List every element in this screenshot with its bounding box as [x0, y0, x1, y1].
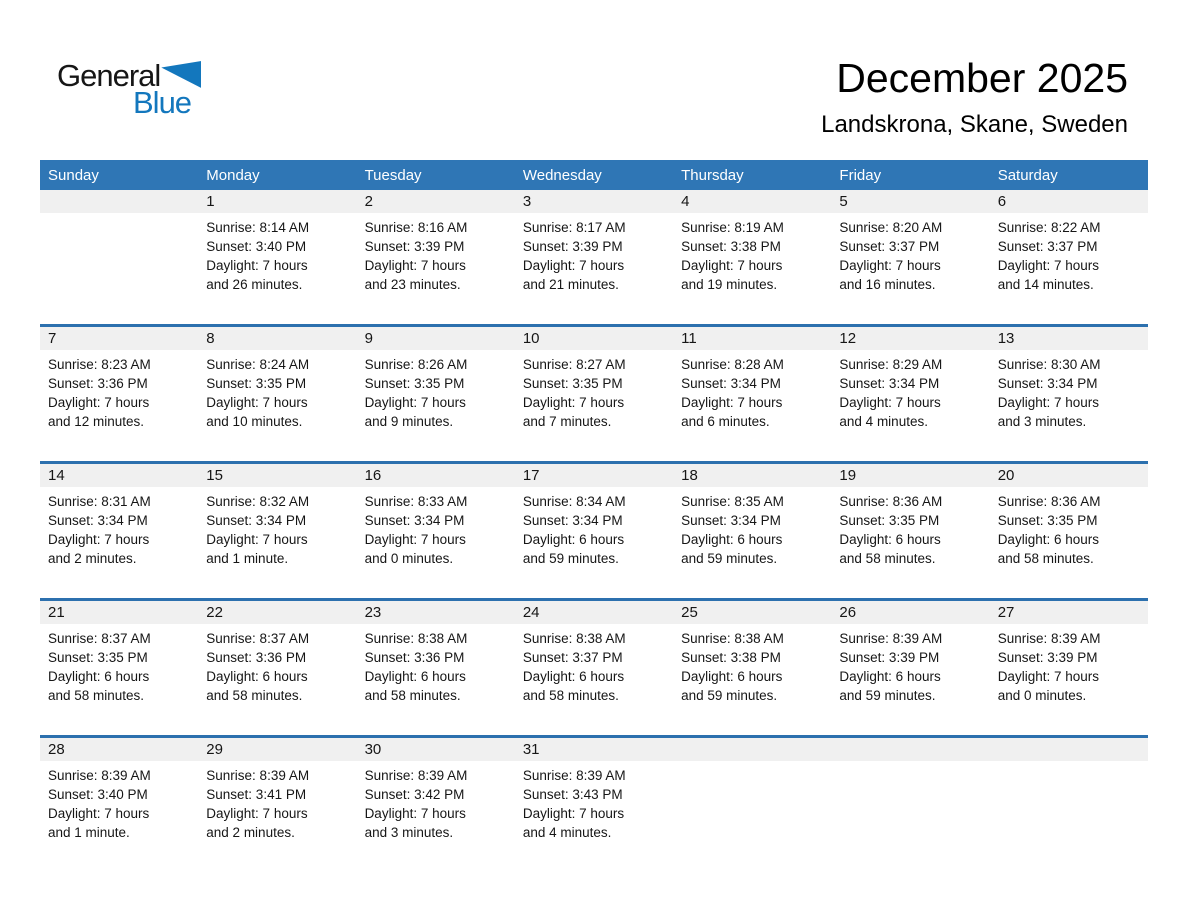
- day-cell-11: [673, 327, 831, 461]
- day-details: [673, 624, 831, 735]
- daylight-text-line2: and 58 minutes.: [48, 688, 145, 703]
- day-number: 25: [681, 604, 698, 621]
- sunset-text: Sunset: 3:39 PM: [997, 650, 1098, 665]
- daylight-text-line1: Daylight: 6 hours: [206, 669, 308, 684]
- day-number-band: [990, 601, 1148, 624]
- sunrise-text: Sunrise: 8:19 AM: [681, 220, 784, 235]
- day-details: [40, 761, 198, 872]
- daylight-text-line2: and 3 minutes.: [997, 414, 1087, 429]
- day-number: 4: [681, 193, 690, 210]
- day-number: 24: [522, 604, 540, 621]
- daylight-text-line2: and 58 minutes.: [364, 688, 461, 703]
- empty-day-details: [40, 213, 198, 324]
- daylight-text-line1: Daylight: 7 hours: [206, 806, 308, 821]
- sunset-text: Sunset: 3:43 PM: [522, 787, 623, 802]
- sunset-text: Sunset: 3:34 PM: [681, 513, 781, 528]
- daylight-text-line2: and 10 minutes.: [206, 414, 303, 429]
- daylight-text-line2: and 7 minutes.: [522, 414, 612, 429]
- daylight-text-line2: and 0 minutes.: [997, 688, 1087, 703]
- day-number: 1: [206, 193, 215, 210]
- sunrise-text: Sunrise: 8:39 AM: [997, 631, 1101, 646]
- sunset-text: Sunset: 3:40 PM: [206, 239, 307, 254]
- daylight-text-line1: Daylight: 7 hours: [681, 395, 783, 410]
- daylight-text-line1: Daylight: 7 hours: [681, 258, 783, 273]
- day-number-band: [831, 738, 989, 761]
- day-cell-24: [515, 601, 673, 735]
- sunrise-text: Sunrise: 8:32 AM: [206, 494, 310, 509]
- logo-general-text: General: [57, 58, 161, 93]
- day-number-band: [831, 327, 989, 350]
- day-number-band: [40, 464, 198, 487]
- sunset-text: Sunset: 3:35 PM: [839, 513, 940, 528]
- week-row-5: [40, 735, 1148, 872]
- sunset-text: Sunset: 3:35 PM: [997, 513, 1098, 528]
- day-details: [990, 487, 1148, 598]
- sunset-text: Sunset: 3:37 PM: [839, 239, 940, 254]
- day-cell-10: [515, 327, 673, 461]
- day-details: [990, 213, 1148, 324]
- sunset-text: Sunset: 3:34 PM: [839, 376, 940, 391]
- sunset-text: Sunset: 3:36 PM: [364, 650, 465, 665]
- daylight-text-line1: Daylight: 6 hours: [48, 669, 150, 684]
- week-row-1: [40, 190, 1148, 324]
- day-number: 23: [364, 604, 382, 621]
- day-details: [198, 624, 356, 735]
- day-name-sunday: Sunday: [48, 166, 99, 184]
- sunrise-text: Sunrise: 8:20 AM: [839, 220, 943, 235]
- sunrise-text: Sunrise: 8:37 AM: [206, 631, 310, 646]
- day-number: 2: [364, 193, 373, 210]
- day-number: 5: [839, 193, 848, 210]
- day-details: [831, 350, 989, 461]
- sunrise-text: Sunrise: 8:22 AM: [997, 220, 1101, 235]
- day-number-band: [198, 327, 356, 350]
- location-subtitle: Landskrona, Skane, Sweden: [821, 111, 1128, 139]
- day-details: [515, 213, 673, 324]
- day-cell-2: [357, 190, 515, 324]
- day-number-band: [515, 327, 673, 350]
- sunset-text: Sunset: 3:34 PM: [522, 513, 623, 528]
- day-number: 20: [997, 467, 1015, 484]
- day-details: [198, 213, 356, 324]
- daylight-text-line2: and 23 minutes.: [364, 277, 461, 292]
- general-blue-logo: [57, 60, 201, 118]
- daylight-text-line2: and 1 minute.: [206, 551, 289, 566]
- day-details: [831, 213, 989, 324]
- day-details: [357, 761, 515, 872]
- day-cell-25: [673, 601, 831, 735]
- day-details: [40, 624, 198, 735]
- empty-day-cell: [673, 738, 831, 872]
- daylight-text-line2: and 59 minutes.: [681, 551, 778, 566]
- day-cell-14: [40, 464, 198, 598]
- day-number: 31: [522, 741, 540, 758]
- day-number-band: [198, 190, 356, 213]
- sunrise-text: Sunrise: 8:28 AM: [681, 357, 784, 372]
- daylight-text-line1: Daylight: 6 hours: [839, 532, 941, 547]
- daylight-text-line1: Daylight: 7 hours: [206, 395, 308, 410]
- day-number: 13: [997, 330, 1015, 347]
- daylight-text-line1: Daylight: 6 hours: [522, 669, 625, 684]
- sunrise-text: Sunrise: 8:39 AM: [206, 768, 310, 783]
- daylight-text-line1: Daylight: 7 hours: [48, 806, 150, 821]
- sunset-text: Sunset: 3:34 PM: [681, 376, 781, 391]
- daylight-text-line1: Daylight: 7 hours: [48, 532, 150, 547]
- day-details: [831, 487, 989, 598]
- empty-day-details: [673, 761, 831, 872]
- sunset-text: Sunset: 3:36 PM: [48, 376, 148, 391]
- sunrise-text: Sunrise: 8:29 AM: [839, 357, 943, 372]
- sunset-text: Sunset: 3:38 PM: [681, 239, 781, 254]
- day-cell-16: [357, 464, 515, 598]
- day-details: [357, 487, 515, 598]
- day-number: 10: [522, 330, 540, 347]
- day-number: 18: [681, 467, 698, 484]
- day-cell-19: [831, 464, 989, 598]
- sunset-text: Sunset: 3:37 PM: [522, 650, 623, 665]
- day-cell-8: [198, 327, 356, 461]
- sunrise-text: Sunrise: 8:17 AM: [522, 220, 626, 235]
- day-number: 16: [364, 467, 382, 484]
- sunset-text: Sunset: 3:38 PM: [681, 650, 781, 665]
- day-details: [673, 350, 831, 461]
- daylight-text-line1: Daylight: 7 hours: [364, 258, 466, 273]
- sunrise-text: Sunrise: 8:38 AM: [522, 631, 626, 646]
- empty-day-details: [831, 761, 989, 872]
- day-details: [357, 624, 515, 735]
- sunrise-text: Sunrise: 8:33 AM: [364, 494, 468, 509]
- sunrise-text: Sunrise: 8:14 AM: [206, 220, 310, 235]
- day-cell-20: [990, 464, 1148, 598]
- day-cell-13: [990, 327, 1148, 461]
- sunset-text: Sunset: 3:34 PM: [364, 513, 465, 528]
- day-number: 30: [364, 741, 382, 758]
- daylight-text-line1: Daylight: 7 hours: [206, 258, 308, 273]
- sunset-text: Sunset: 3:36 PM: [206, 650, 307, 665]
- day-cell-17: [515, 464, 673, 598]
- daylight-text-line1: Daylight: 7 hours: [48, 395, 150, 410]
- day-number: 22: [206, 604, 223, 621]
- day-number-band: [40, 327, 198, 350]
- sunrise-text: Sunrise: 8:38 AM: [364, 631, 468, 646]
- day-number-band: [198, 601, 356, 624]
- daylight-text-line1: Daylight: 7 hours: [522, 395, 625, 410]
- daylight-text-line2: and 21 minutes.: [522, 277, 619, 292]
- day-cell-4: [673, 190, 831, 324]
- day-cell-7: [40, 327, 198, 461]
- daylight-text-line1: Daylight: 7 hours: [997, 258, 1099, 273]
- daylight-text-line2: and 59 minutes.: [522, 551, 619, 566]
- daylight-text-line2: and 19 minutes.: [681, 277, 778, 292]
- sunset-text: Sunset: 3:34 PM: [206, 513, 307, 528]
- sunrise-text: Sunrise: 8:24 AM: [206, 357, 310, 372]
- sunset-text: Sunset: 3:37 PM: [997, 239, 1098, 254]
- daylight-text-line1: Daylight: 7 hours: [997, 669, 1099, 684]
- daylight-text-line2: and 16 minutes.: [839, 277, 936, 292]
- day-details: [990, 350, 1148, 461]
- daylight-text-line1: Daylight: 7 hours: [364, 532, 466, 547]
- day-number: 3: [522, 193, 532, 210]
- day-number: 11: [681, 330, 697, 347]
- month-year-title: December 2025: [836, 55, 1128, 101]
- day-number: 28: [48, 741, 65, 758]
- day-cell-27: [990, 601, 1148, 735]
- daylight-text-line2: and 58 minutes.: [839, 551, 936, 566]
- sunset-text: Sunset: 3:35 PM: [364, 376, 465, 391]
- daylight-text-line2: and 2 minutes.: [206, 825, 295, 840]
- day-cell-29: [198, 738, 356, 872]
- daylight-text-line2: and 58 minutes.: [522, 688, 619, 703]
- day-number-band: [673, 601, 831, 624]
- sunrise-text: Sunrise: 8:39 AM: [48, 768, 151, 783]
- day-number: 21: [48, 604, 65, 621]
- day-number-band: [831, 601, 989, 624]
- day-number: 7: [48, 330, 57, 347]
- day-name-tuesday: Tuesday: [364, 166, 422, 184]
- daylight-text-line1: Daylight: 6 hours: [997, 532, 1099, 547]
- day-details: [40, 350, 198, 461]
- sunrise-text: Sunrise: 8:23 AM: [48, 357, 151, 372]
- daylight-text-line1: Daylight: 6 hours: [364, 669, 466, 684]
- sunrise-text: Sunrise: 8:16 AM: [364, 220, 468, 235]
- daylight-text-line2: and 6 minutes.: [681, 414, 770, 429]
- daylight-text-line1: Daylight: 7 hours: [839, 258, 941, 273]
- logo-blue-text: Blue: [133, 85, 192, 120]
- day-details: [831, 624, 989, 735]
- daylight-text-line2: and 59 minutes.: [681, 688, 778, 703]
- day-number-band: [831, 190, 989, 213]
- daylight-text-line2: and 59 minutes.: [839, 688, 936, 703]
- day-cell-21: [40, 601, 198, 735]
- daylight-text-line2: and 14 minutes.: [997, 277, 1094, 292]
- daylight-text-line2: and 26 minutes.: [206, 277, 303, 292]
- daylight-text-line1: Daylight: 6 hours: [681, 532, 783, 547]
- sunrise-text: Sunrise: 8:27 AM: [522, 357, 626, 372]
- day-number: 9: [364, 330, 373, 347]
- sunrise-text: Sunrise: 8:36 AM: [997, 494, 1101, 509]
- day-number-band: [673, 327, 831, 350]
- day-number-band: [673, 464, 831, 487]
- day-details: [515, 761, 673, 872]
- sunset-text: Sunset: 3:35 PM: [48, 650, 148, 665]
- calendar-table: [40, 160, 1148, 872]
- daylight-text-line2: and 4 minutes.: [522, 825, 612, 840]
- daylight-text-line1: Daylight: 7 hours: [839, 395, 941, 410]
- sunset-text: Sunset: 3:34 PM: [997, 376, 1098, 391]
- day-cell-28: [40, 738, 198, 872]
- day-name-wednesday: Wednesday: [522, 166, 602, 184]
- day-number: 8: [206, 330, 215, 347]
- sunrise-text: Sunrise: 8:37 AM: [48, 631, 151, 646]
- day-number-band: [515, 464, 673, 487]
- day-number-band: [198, 464, 356, 487]
- day-name-thursday: Thursday: [681, 166, 744, 184]
- day-number-band: [990, 738, 1148, 761]
- day-cell-1: [198, 190, 356, 324]
- day-number: 27: [997, 604, 1015, 621]
- daylight-text-line2: and 2 minutes.: [48, 551, 137, 566]
- day-number-band: [515, 190, 673, 213]
- day-cell-15: [198, 464, 356, 598]
- daylight-text-line2: and 58 minutes.: [206, 688, 303, 703]
- day-details: [515, 487, 673, 598]
- day-number-band: [357, 738, 515, 761]
- day-number: 12: [839, 330, 857, 347]
- day-cell-9: [357, 327, 515, 461]
- day-cell-18: [673, 464, 831, 598]
- sunrise-text: Sunrise: 8:39 AM: [839, 631, 943, 646]
- day-number: 19: [839, 467, 857, 484]
- daylight-text-line2: and 58 minutes.: [997, 551, 1094, 566]
- sunrise-text: Sunrise: 8:38 AM: [681, 631, 784, 646]
- sunrise-text: Sunrise: 8:39 AM: [364, 768, 468, 783]
- daylight-text-line1: Daylight: 7 hours: [206, 532, 308, 547]
- day-number: 29: [206, 741, 223, 758]
- daylight-text-line1: Daylight: 7 hours: [997, 395, 1099, 410]
- daylight-text-line2: and 3 minutes.: [364, 825, 454, 840]
- day-details: [198, 761, 356, 872]
- daylight-text-line1: Daylight: 7 hours: [364, 806, 466, 821]
- daylight-text-line1: Daylight: 6 hours: [522, 532, 625, 547]
- empty-day-cell: [40, 190, 198, 324]
- day-details: [40, 487, 198, 598]
- day-number-band: [198, 738, 356, 761]
- day-number: 6: [997, 193, 1007, 210]
- sunset-text: Sunset: 3:42 PM: [364, 787, 465, 802]
- daylight-text-line1: Daylight: 7 hours: [522, 258, 625, 273]
- day-details: [515, 624, 673, 735]
- day-details: [673, 213, 831, 324]
- day-number-band: [515, 601, 673, 624]
- day-number-band: [515, 738, 673, 761]
- logo-sail-triangle-icon: [161, 61, 201, 88]
- empty-day-cell: [831, 738, 989, 872]
- day-number-band: [357, 464, 515, 487]
- day-number-band: [357, 190, 515, 213]
- week-row-4: [40, 598, 1148, 735]
- day-number-band: [357, 601, 515, 624]
- week-row-2: [40, 324, 1148, 461]
- day-number-band: [673, 738, 831, 761]
- sunrise-text: Sunrise: 8:36 AM: [839, 494, 943, 509]
- sunrise-text: Sunrise: 8:31 AM: [48, 494, 151, 509]
- day-cell-6: [990, 190, 1148, 324]
- day-number: 15: [206, 467, 223, 484]
- title-block: [821, 55, 1128, 139]
- sunset-text: Sunset: 3:35 PM: [522, 376, 623, 391]
- sunset-text: Sunset: 3:39 PM: [839, 650, 940, 665]
- sunrise-text: Sunrise: 8:34 AM: [522, 494, 626, 509]
- sunrise-text: Sunrise: 8:26 AM: [364, 357, 468, 372]
- day-number-band: [357, 327, 515, 350]
- day-cell-5: [831, 190, 989, 324]
- day-details: [198, 487, 356, 598]
- sunrise-text: Sunrise: 8:39 AM: [522, 768, 626, 783]
- day-name-friday: Friday: [839, 166, 882, 184]
- day-cell-26: [831, 601, 989, 735]
- day-number-band: [40, 738, 198, 761]
- day-number-band: [40, 601, 198, 624]
- day-cell-30: [357, 738, 515, 872]
- day-names-header-row: [40, 160, 1148, 190]
- day-name-saturday: Saturday: [997, 166, 1058, 184]
- day-number: 14: [48, 467, 65, 484]
- daylight-text-line1: Daylight: 7 hours: [364, 395, 466, 410]
- sunset-text: Sunset: 3:35 PM: [206, 376, 307, 391]
- day-details: [515, 350, 673, 461]
- day-cell-3: [515, 190, 673, 324]
- day-number: 17: [522, 467, 540, 484]
- day-number-band: [673, 190, 831, 213]
- day-number-band: [990, 327, 1148, 350]
- sunset-text: Sunset: 3:41 PM: [206, 787, 307, 802]
- day-cell-12: [831, 327, 989, 461]
- day-details: [357, 350, 515, 461]
- sunset-text: Sunset: 3:39 PM: [522, 239, 623, 254]
- week-row-3: [40, 461, 1148, 598]
- day-number: 26: [839, 604, 857, 621]
- day-details: [357, 213, 515, 324]
- day-number-band: [40, 190, 198, 213]
- weeks-container: [40, 190, 1148, 872]
- day-details: [673, 487, 831, 598]
- empty-day-cell: [990, 738, 1148, 872]
- sunset-text: Sunset: 3:40 PM: [48, 787, 148, 802]
- sunset-text: Sunset: 3:34 PM: [48, 513, 148, 528]
- day-number-band: [831, 464, 989, 487]
- daylight-text-line2: and 1 minute.: [48, 825, 130, 840]
- sunrise-text: Sunrise: 8:30 AM: [997, 357, 1101, 372]
- day-cell-23: [357, 601, 515, 735]
- sunset-text: Sunset: 3:39 PM: [364, 239, 465, 254]
- daylight-text-line2: and 4 minutes.: [839, 414, 928, 429]
- daylight-text-line2: and 0 minutes.: [364, 551, 454, 566]
- daylight-text-line1: Daylight: 6 hours: [681, 669, 783, 684]
- daylight-text-line1: Daylight: 7 hours: [522, 806, 625, 821]
- sunrise-text: Sunrise: 8:35 AM: [681, 494, 784, 509]
- day-name-monday: Monday: [206, 166, 260, 184]
- daylight-text-line1: Daylight: 6 hours: [839, 669, 941, 684]
- day-number-band: [990, 464, 1148, 487]
- empty-day-details: [990, 761, 1148, 872]
- day-cell-31: [515, 738, 673, 872]
- day-number-band: [990, 190, 1148, 213]
- day-details: [990, 624, 1148, 735]
- day-details: [198, 350, 356, 461]
- daylight-text-line2: and 9 minutes.: [364, 414, 454, 429]
- day-cell-22: [198, 601, 356, 735]
- daylight-text-line2: and 12 minutes.: [48, 414, 145, 429]
